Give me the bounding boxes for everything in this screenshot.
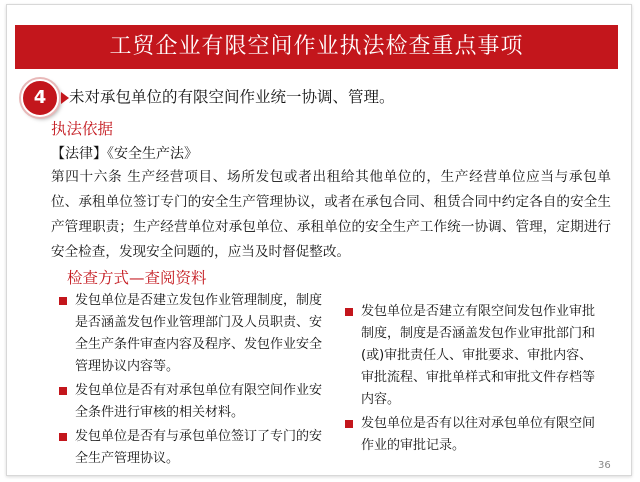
square-bullet-icon <box>59 433 67 441</box>
page-number: 36 <box>598 460 611 471</box>
list-item-text: 发包单位是否建立发包作业管理制度，制度是否涵盖发包作业管理部门及人员职责、安全生产条件审查内容及程序、发包作业安全管理协议内容等。 <box>75 293 323 374</box>
list-item-text: 发包单位是否有以往对承包单位有限空间作业的审批记录。 <box>361 416 596 453</box>
law-title: 【法律】《安全生产法》 <box>51 146 198 162</box>
left-check-list <box>57 290 327 472</box>
law-body: 第四十六条 生产经营项目、场所发包或者出租给其他单位的，生产经营单位应当与承包单位、承租单位签订专门的安全生产管理协议，或者在承包合同、租赁合同中约定各自的安全生产管理职责；生产经营单位对承包单位、承租单位的安全生产工作统一协调、管理，定期进行安全检查，发现安全问题的，应当及时督促整改。 <box>51 169 611 260</box>
square-bullet-icon <box>345 420 353 428</box>
list-item-text: 发包单位是否建立有限空间发包作业审批制度，制度是否涵盖发包作业审批部门和(或)审批责任人、审批要求、审批内容、审批流程、审批单样式和审批文件存档等内容。 <box>361 304 596 407</box>
check-method-heading: 检查方式—查阅资料 <box>67 269 207 287</box>
square-bullet-icon <box>59 387 67 395</box>
basis-heading: 执法依据 <box>51 120 114 138</box>
square-bullet-icon <box>59 297 67 305</box>
list-item <box>57 380 327 424</box>
list-item <box>57 426 327 470</box>
slide-frame <box>6 4 632 476</box>
list-item-text: 发包单位是否有与承包单位签订了专门的安全生产管理协议。 <box>75 429 323 466</box>
list-item <box>343 301 605 411</box>
item-number-badge: 4 <box>21 79 59 117</box>
list-item <box>57 290 327 378</box>
list-item-text: 发包单位是否有对承包单位有限空间作业安全条件进行审核的相关材料。 <box>75 383 323 420</box>
square-bullet-icon <box>345 308 353 316</box>
slide-title: 工贸企业有限空间作业执法检查重点事项 <box>15 25 618 69</box>
item-headline: 未对承包单位的有限空间作业统一协调、管理。 <box>69 88 395 106</box>
list-item <box>343 413 605 457</box>
right-check-list <box>343 301 605 459</box>
